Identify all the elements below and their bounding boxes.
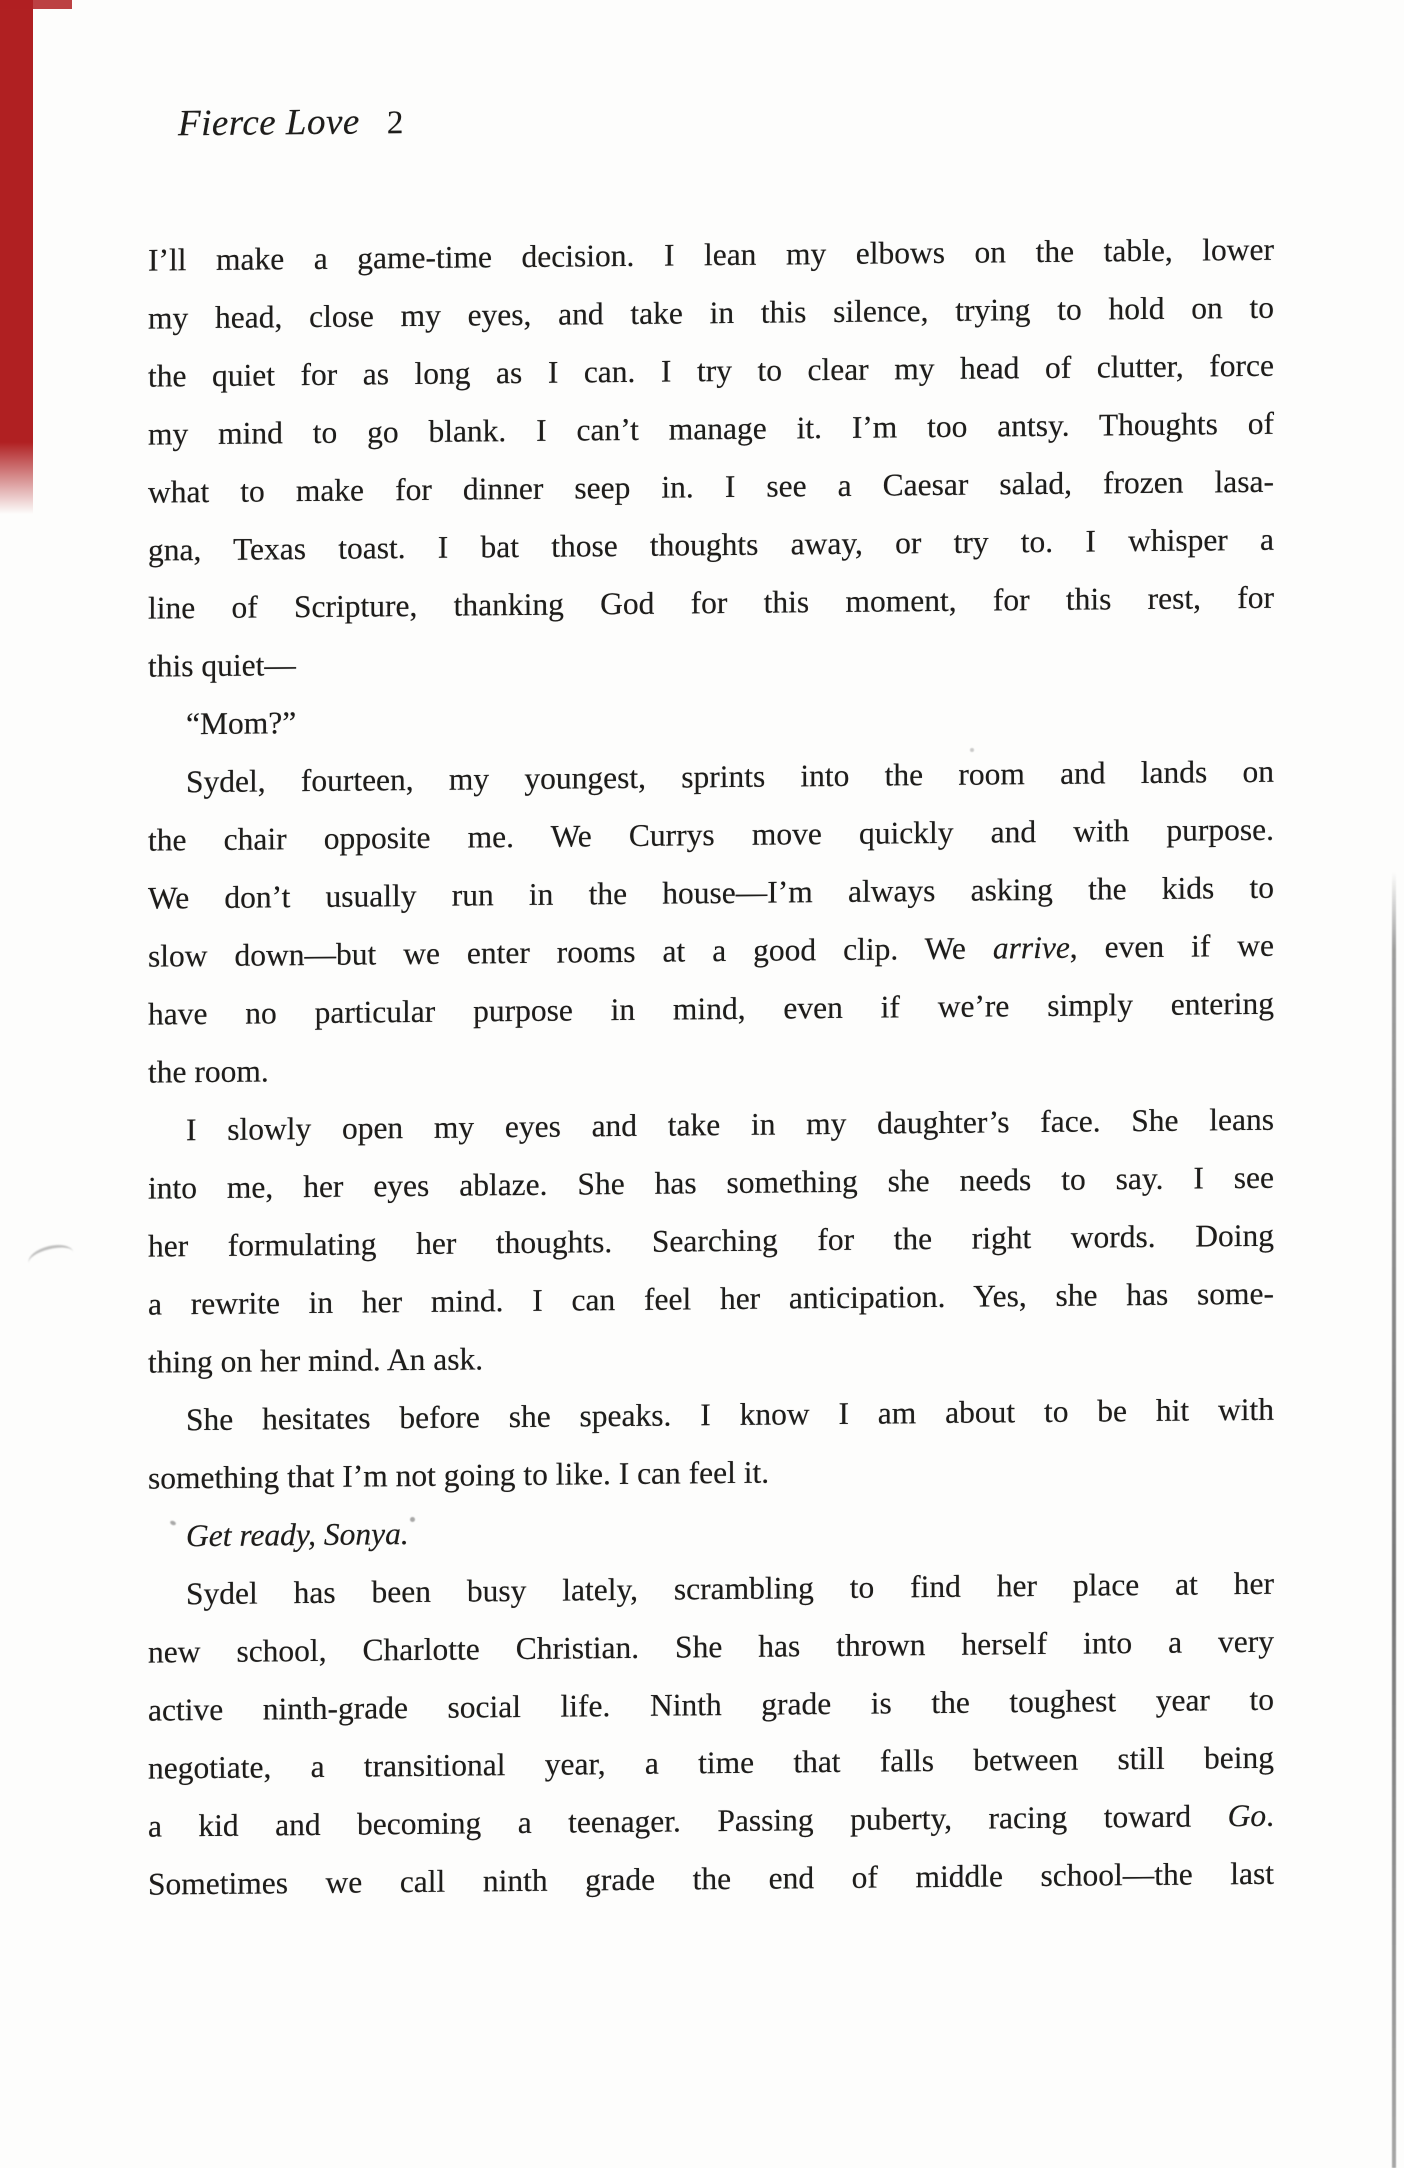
book-title: Fierce Love bbox=[178, 101, 360, 145]
text-line: my mind to go blank. I can’t manage it. I’m too antsy. Thoughts of bbox=[148, 405, 1274, 452]
text-line: gna, Texas toast. I bat those thoughts away, or try to. I whisper a bbox=[148, 521, 1274, 568]
text-line: Sydel, fourteen, my youngest, sprints into the room and lands on bbox=[186, 753, 1274, 800]
text-line: my head, close my eyes, and take in this silence, trying to hold on to bbox=[148, 289, 1274, 336]
text-line: her formulating her thoughts. Searching for the right words. Doing bbox=[148, 1217, 1274, 1264]
text-line: what to make for dinner seep in. I see a Caesar salad, frozen lasa- bbox=[148, 463, 1274, 510]
text-line: negotiate, a transitional year, a time that falls between still being bbox=[148, 1739, 1274, 1786]
text-line: line of Scripture, thanking God for this moment, for this rest, for bbox=[148, 579, 1274, 626]
text-line: into me, her eyes ablaze. She has something she needs to say. I see bbox=[148, 1159, 1274, 1206]
text-line: a kid and becoming a teenager. Passing puberty, racing toward Go. bbox=[148, 1797, 1274, 1844]
text-line: “Mom?” bbox=[186, 705, 297, 742]
text-line: the quiet for as long as I can. I try to clear my head of clutter, force bbox=[148, 347, 1274, 394]
text-line: something that I’m not going to like. I can feel it. bbox=[148, 1454, 770, 1496]
body-text bbox=[148, 221, 1274, 1914]
running-head bbox=[178, 100, 404, 145]
text-line: I slowly open my eyes and take in my daughter’s face. She leans bbox=[186, 1101, 1274, 1148]
text-line: Sometimes we call ninth grade the end of middle school—the last bbox=[148, 1855, 1274, 1902]
page-number: 2 bbox=[386, 105, 404, 142]
text-line: She hesitates before she speaks. I know I am about to be hit with bbox=[186, 1391, 1274, 1438]
text-line: Sydel has been busy lately, scrambling to find her place at her bbox=[186, 1565, 1274, 1612]
text-line: thing on her mind. An ask. bbox=[148, 1341, 484, 1380]
page-edge-shadow bbox=[1392, 872, 1396, 2168]
scan-speck bbox=[970, 748, 974, 752]
text-line: new school, Charlotte Christian. She has thrown herself into a very bbox=[148, 1623, 1274, 1670]
text-line: We don’t usually run in the house—I’m always asking the kids to bbox=[148, 869, 1274, 916]
text-line: a rewrite in her mind. I can feel her anticipation. Yes, she has some- bbox=[148, 1275, 1274, 1322]
text-line: active ninth-grade social life. Ninth grade is the toughest year to bbox=[148, 1681, 1274, 1728]
text-line: this quiet— bbox=[148, 647, 296, 684]
text-line: the chair opposite me. We Currys move quickly and with purpose. bbox=[148, 811, 1274, 858]
text-line: slow down—but we enter rooms at a good clip. We arrive, even if we bbox=[148, 927, 1275, 974]
text-line: I’ll make a game-time decision. I lean my elbows on the table, lower bbox=[148, 231, 1274, 278]
text-line: have no particular purpose in mind, even if we’re simply entering bbox=[148, 985, 1274, 1032]
text-line: Get ready, Sonya. bbox=[186, 1516, 409, 1554]
scan-speck bbox=[410, 1517, 415, 1522]
text-line: the room. bbox=[148, 1053, 269, 1090]
